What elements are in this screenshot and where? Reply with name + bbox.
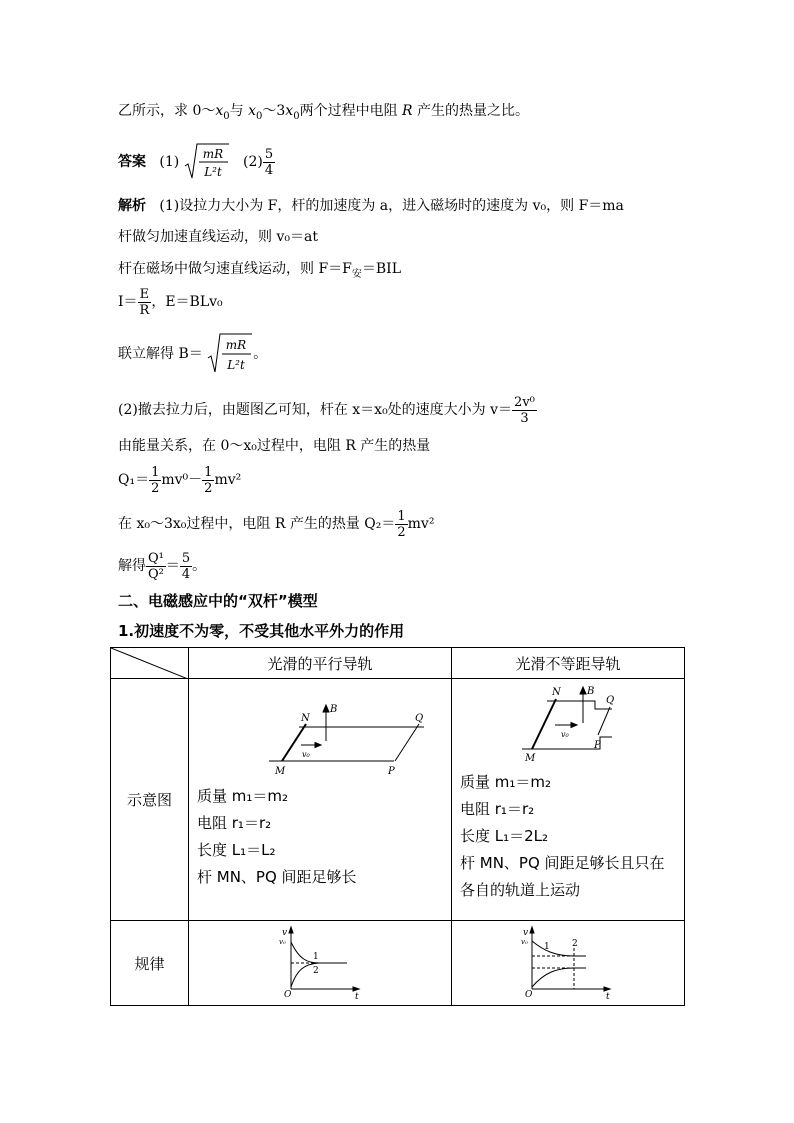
solution-label: 解析 <box>118 198 146 214</box>
label-Q: Q <box>606 695 615 706</box>
answer-label: 答案 <box>118 154 146 170</box>
origin-O: O <box>284 990 292 1000</box>
label-Q: Q <box>415 713 424 724</box>
curve-label-2: 2 <box>313 966 319 976</box>
parallel-rails-diagram <box>189 679 451 779</box>
label-v0: v₀ <box>561 730 569 739</box>
axis-v0: v₀ <box>521 938 528 946</box>
cell-unequal-graph <box>452 921 685 1006</box>
left-line-3: 长度 L₁＝L₂ <box>197 841 276 859</box>
solution-line-9: 在 x₀～3x₀过程中，电阻 R 产生的热量 Q₂＝ $\frac{1}{2}$ mv² <box>118 508 435 540</box>
axis-v: v <box>282 928 288 938</box>
unequal-vt-graph <box>452 921 684 1001</box>
right-line-3: 长度 L₁＝2L₂ <box>460 827 549 845</box>
answer-line: 答案 (1) mR L²t (2) $\frac{5}{4}$ <box>118 142 275 182</box>
frac-num: mR <box>225 338 247 352</box>
header-unequal-rails: 光滑不等距导轨 <box>452 648 685 679</box>
origin-O: O <box>525 990 533 1000</box>
label-N: N <box>301 713 310 724</box>
row-label-rule: 规律 <box>111 921 189 1006</box>
label-N: N <box>552 687 561 698</box>
curve-2 <box>532 968 586 987</box>
section-heading: 二、电磁感应中的“双杆”模型 <box>118 592 318 610</box>
solution-line-7: 由能量关系，在 0～x₀过程中，电阻 R 产生的热量 <box>118 438 431 454</box>
solution-line-1: 解析 (1)设拉力大小为 F，杆的加速度为 a，进入磁场时的速度为 v₀，则 F＝ma <box>118 198 624 214</box>
label-P: P <box>388 766 395 777</box>
axis-t: t <box>606 992 610 1001</box>
solution-line-4: I＝ $\frac{E}{R}$ ，E＝BLv₀ <box>118 286 223 318</box>
header-parallel-rails: 光滑的平行导轨 <box>189 648 452 679</box>
solution-line-2: 杆做匀加速直线运动，则 v₀＝at <box>118 229 318 245</box>
left-line-4: 杆 MN、PQ 间距足够长 <box>197 868 357 886</box>
solution-line-5: 联立解得 B＝ mR L²t 。 <box>118 332 267 376</box>
cell-parallel-diagram <box>189 679 452 921</box>
answer-fraction: $\frac{5}{4}$ <box>264 146 274 178</box>
left-line-2: 电阻 r₁＝r₂ <box>197 814 272 832</box>
frac-num: mR <box>202 147 223 161</box>
curve-1 <box>532 941 586 956</box>
corner-cell <box>111 648 189 679</box>
label-B: B <box>587 686 595 697</box>
section-subheading: 1.初速度不为零，不受其他水平外力的作用 <box>118 622 405 640</box>
frac-den: L²t <box>203 165 222 179</box>
curve-label-1: 1 <box>313 952 319 962</box>
axis-v: v <box>523 928 529 938</box>
cell-unequal-diagram <box>452 679 685 921</box>
solution-line-3: 杆在磁场中做匀速直线运动，则 $F=F_安=BIL$ <box>118 261 402 280</box>
right-line-2: 电阻 r₁＝r₂ <box>460 800 535 818</box>
curve-1 <box>291 942 347 963</box>
unequal-rails-diagram <box>452 679 684 765</box>
label-M: M <box>275 766 286 777</box>
parallel-vt-graph <box>189 921 451 1001</box>
curve-label-1: 1 <box>544 942 550 952</box>
right-line-5: 各自的轨道上运动 <box>460 881 581 899</box>
curve-label-2: 2 <box>572 939 578 949</box>
frac-den: L²t <box>227 358 246 372</box>
sqrt-expression <box>184 142 230 182</box>
solution-line-6: (2)撤去拉力后，由题图乙可知，杆在 x＝x₀处的速度大小为 v＝ $\frac{\text{2v⁰}}{3}$ <box>118 394 535 426</box>
comparison-table <box>110 647 685 1006</box>
solution-line-8: Q₁＝ $\frac{1}{2}$ mv⁰－ $\frac{1}{2}$ mv² <box>118 464 242 496</box>
axis-t: t <box>355 992 359 1001</box>
label-P: P <box>594 740 601 751</box>
solution-line-10: 解得 $\frac{\text{Q¹}}{\text{Q²}}$ ＝ $\frac{5}{4}$ 。 <box>118 550 207 582</box>
label-M: M <box>525 753 536 764</box>
row-label-diagram: 示意图 <box>111 679 189 921</box>
label-B: B <box>330 704 338 715</box>
left-line-1: 质量 m₁＝m₂ <box>197 787 289 805</box>
right-line-4: 杆 MN、PQ 间距足够长且只在 <box>460 854 665 872</box>
label-v0: v₀ <box>302 750 310 759</box>
cell-parallel-graph <box>189 921 452 1006</box>
right-line-1: 质量 m₁＝m₂ <box>460 773 552 791</box>
axis-v0: v₀ <box>279 938 286 946</box>
problem-text: 乙所示，求 $0\sim x_0$与 $x_0\sim 3x_0$两个过程中电阻 R 产生的热量之比。 <box>118 103 530 122</box>
